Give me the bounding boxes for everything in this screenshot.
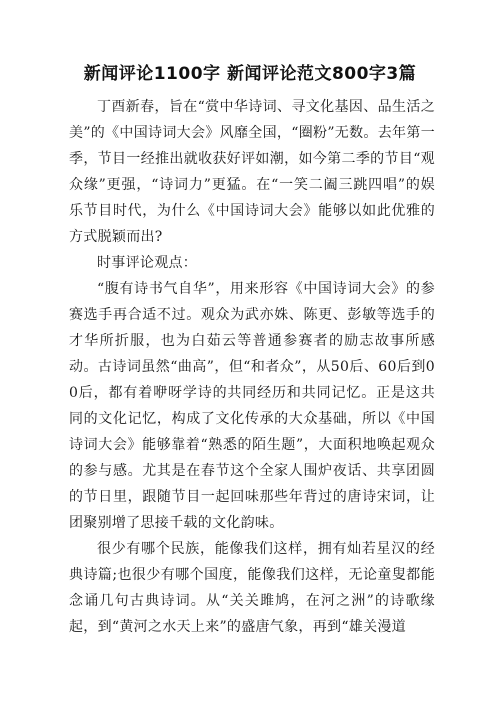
paragraph-commentary: “腹有诗书气自华”，用来形容《中国诗词大会》的参赛选手再合适不过。观众为武亦姝、陈更、彭敏等选手的才华所折服，也为白茹云等普通参赛者的励志故事所感动。古诗词虽然“曲高”，但“和者众”，从50后、60后到00后，都有着咿呀学诗的共同经历和共同记忆。正是这共同的文化记忆，构成了文化传承的大众基础，所以《中国诗词大会》能够靠着“熟悉的陌生题”，大面积地唤起观众的参与感。尤其是在春节这个全家人围炉夜话、共享团圆的节日里，跟随节目一起回味那些年背过的唐诗宋词，让团聚别增了思接千载的文化韵味。 [69, 281, 435, 531]
paragraph-culture: 很少有哪个民族，能像我们这样，拥有灿若星汉的经典诗篇;也很少有哪个国度，能像我们这样，无论童叟都能念诵几句古典诗词。从“关关雎鸠，在河之洲”的诗歌缘起，到“黄河之水天上来”的盛唐气象，再到“雄关漫道 [69, 541, 435, 635]
paragraph-viewpoint-heading: 时事评论观点： [97, 255, 198, 271]
paragraph-intro: 丁酉新春，旨在“赏中华诗词、寻文化基因、品生活之美”的《中国诗词大会》风靡全国，“圈粉”无数。去年第一季，节目一经推出就收获好评如潮，如今第二季的节目“观众缘”更强，“诗词力”更猛。在“一笑二阖三跳四唱”的娱乐节目时代，为什么《中国诗词大会》能够以如此优雅的方式脱颖而出? [69, 99, 435, 245]
document-title: 新闻评论1100字 新闻评论范文800字3篇 [83, 64, 417, 84]
document-body [69, 94, 435, 640]
